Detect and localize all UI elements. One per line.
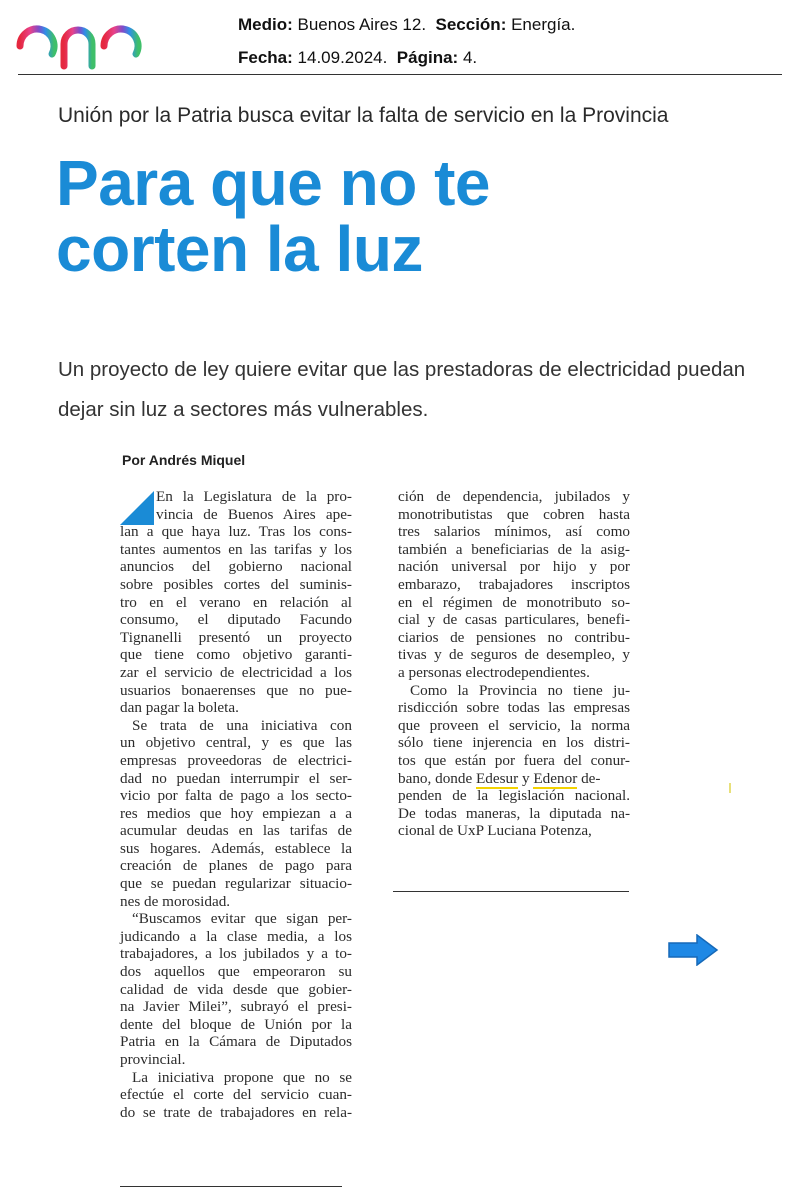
article-line: trabajadores, a los jubilados y a to- xyxy=(120,945,352,963)
line-segment: de- xyxy=(577,769,601,787)
headline-line: corten la luz xyxy=(56,213,423,285)
article-line: vincia de Buenos Aires ape- xyxy=(156,505,352,523)
article-line: empresas proveedoras de electrici- xyxy=(120,751,352,769)
headline-line: Para que no te xyxy=(56,147,490,219)
article-line: sólo tiene injerencia en los distri- xyxy=(398,734,630,752)
meta-row-medio xyxy=(238,8,575,41)
article-line: La iniciativa propone que no se xyxy=(132,1068,352,1086)
article-line: Tignanelli presentó un proyecto xyxy=(120,628,352,646)
article-line: res medios que hoy empiezan a a xyxy=(120,804,352,822)
article-line: calidad de vida desde que gobier- xyxy=(120,980,352,998)
article-line: nes de morosidad. xyxy=(120,892,231,910)
article-line: sus hogares. Además, establece la xyxy=(120,839,352,857)
article-line: En la Legislatura de la pro- xyxy=(156,488,352,505)
column-1-end-rule xyxy=(120,1186,342,1187)
article-line: también a beneficiarias de la asig- xyxy=(398,540,630,558)
article-line: Como la Provincia no tiene ju- xyxy=(410,681,630,699)
article-line: tivas y de seguros de desempleo, y xyxy=(398,646,630,664)
article-line: a personas electrodependientes. xyxy=(398,663,590,681)
edesur-highlight: Edesur xyxy=(476,769,519,787)
article-column-2 xyxy=(398,488,630,840)
seccion-label: Sección: xyxy=(435,15,507,34)
article-line: penden de la legislación nacional. xyxy=(398,787,630,805)
article-line: monotributistas que cobren hasta xyxy=(398,505,630,523)
article-headline xyxy=(56,147,776,285)
article-line: sobre posibles cortes del suminis- xyxy=(120,575,352,593)
article-line: tantes aumentos en las tarifas y los xyxy=(120,540,352,558)
article-line: provincial. xyxy=(120,1051,186,1068)
seccion-value: Energía. xyxy=(511,15,576,34)
article-line: De todas maneras, la diputada na- xyxy=(398,804,630,822)
article-line: creación de planes de pago para xyxy=(120,857,352,875)
article-byline: Por Andrés Miquel xyxy=(122,452,246,468)
article-line: cial y de casas particulares, benefi- xyxy=(398,611,630,629)
enel-logo xyxy=(14,8,184,70)
line-segment: y xyxy=(518,769,534,787)
scan-mark xyxy=(729,783,731,793)
article-line: nación universal por hijo y por xyxy=(398,558,630,576)
article-line: na Javier Milei”, subrayó el presi- xyxy=(120,998,352,1016)
article-line: dente del bloque de Unión por la xyxy=(120,1015,352,1033)
fecha-value: 14.09.2024. xyxy=(297,48,388,67)
article-line: ciarios de pensiones no contribu- xyxy=(398,628,630,646)
article-line: que tiene como objetivo garanti- xyxy=(120,646,352,664)
article-line: “Buscamos evitar que sigan per- xyxy=(132,910,352,928)
article-line: tro en el verano en relación al xyxy=(120,593,352,611)
line-segment: bano, donde xyxy=(398,769,477,787)
article-line: dad no puedan interrumpir el ser- xyxy=(120,769,352,787)
article-line: tos que están por fuera del conur- xyxy=(398,751,630,769)
article-deck: Un proyecto de ley quiere evitar que las prestadoras de electricidad puedan dejar sin luz a sectores más vulnerables. xyxy=(58,358,746,421)
pagina-value: 4. xyxy=(462,48,478,67)
article-line: tres salarios mínimos, así como xyxy=(398,523,630,541)
article-line: que proveen el servicio, la norma xyxy=(398,716,630,734)
article-line xyxy=(398,770,630,788)
article-line: Se trata de una iniciativa con xyxy=(132,716,352,734)
article-line: cional de UxP Luciana Potenza, xyxy=(398,822,592,840)
article-line: Patria en la Cámara de Diputados xyxy=(120,1033,352,1051)
article-line: vicio por falta de pago a los secto- xyxy=(120,787,352,805)
press-metadata xyxy=(238,8,575,74)
column-2-end-rule xyxy=(393,891,629,892)
article-line: un objetivo central, y es que las xyxy=(120,734,352,752)
article-line: acumular deudas en las tarifas de xyxy=(120,822,352,840)
article-line: dos aquellos que empeoraron su xyxy=(120,963,352,981)
article-line: lan a que haya luz. Tras los cons- xyxy=(120,523,352,541)
article-kicker: Unión por la Patria busca evitar la falta de servicio en la Provincia xyxy=(58,104,669,127)
header-divider xyxy=(18,74,782,75)
article-line: judicando a la clase media, a los xyxy=(120,927,352,945)
medio-value: Buenos Aires 12. xyxy=(297,15,427,34)
arrow-right-icon[interactable] xyxy=(667,934,719,966)
article-line: zar el servicio de electricidad a los xyxy=(120,663,352,681)
article-line: risdicción sobre todas las empresas xyxy=(398,699,630,717)
medio-label: Medio: xyxy=(238,15,293,34)
fecha-label: Fecha: xyxy=(238,48,293,67)
article-line: usuarios bonaerenses que no pue- xyxy=(120,681,352,699)
article-line: en el régimen de monotributo so- xyxy=(398,593,630,611)
article-line: consumo, el diputado Facundo xyxy=(120,611,352,629)
edenor-highlight: Edenor xyxy=(533,769,578,787)
article-line: anuncios del gobierno nacional xyxy=(120,558,352,576)
article-line: ción de dependencia, jubilados y xyxy=(398,488,630,505)
article-column-1 xyxy=(120,488,352,1121)
meta-row-fecha xyxy=(238,41,575,74)
pagina-label: Página: xyxy=(396,48,459,67)
article-line: do se trate de trabajadores en rela- xyxy=(120,1103,352,1121)
article-line: que se puedan regularizar situacio- xyxy=(120,875,352,893)
article-line: efectúe el corte del servicio cuan- xyxy=(120,1086,352,1104)
article-line: embarazo, trabajadores inscriptos xyxy=(398,575,630,593)
article-line: dan pagar la boleta. xyxy=(120,699,239,717)
